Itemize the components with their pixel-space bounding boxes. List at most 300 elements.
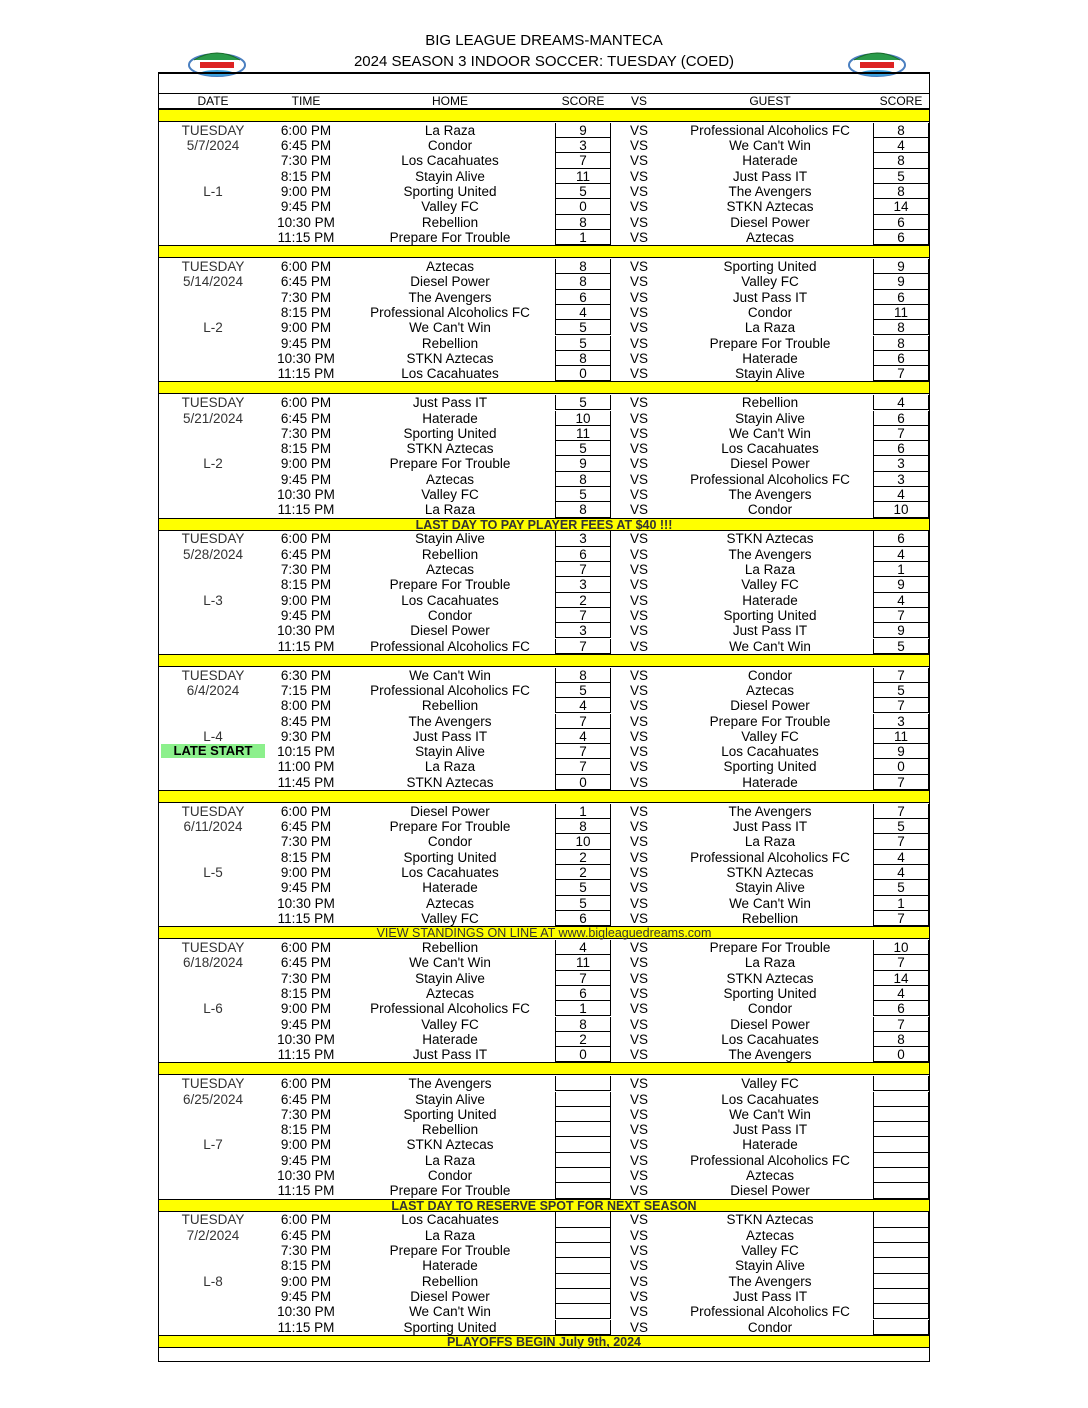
game-time: 11:15 PM [277,502,335,518]
guest-team: STKN Aztecas [726,970,814,986]
week-label: L-5 [203,865,223,880]
guest-team: Stayin Alive [735,410,805,426]
home-team: La Raza [424,502,476,518]
home-team: Los Cacahuates [401,865,499,880]
guest-team: We Can't Win [729,138,811,154]
game-time: 7:30 PM [280,970,332,986]
game-time: 6:45 PM [280,138,332,154]
vs-label: VS [629,259,648,274]
game-time: 6:45 PM [280,955,332,971]
guest-team: Prepare For Trouble [709,940,831,955]
guest-score [873,1243,929,1258]
guest-team: Los Cacahuates [721,1091,819,1107]
game-row [159,608,929,623]
home-score: 8 [555,1017,611,1032]
guest-score: 7 [873,668,929,683]
guest-team: Los Cacahuates [721,441,819,457]
week-day: TUESDAY [181,803,245,819]
home-score: 1 [555,230,611,245]
guest-score [873,1274,929,1289]
guest-team: Professional Alcoholics FC [690,1304,850,1320]
game-row [159,834,929,849]
vs-label: VS [629,759,648,775]
home-score [555,1137,611,1152]
home-score: 5 [555,683,611,698]
game-time: 6:45 PM [280,819,332,835]
vs-label: VS [629,122,648,138]
home-team: We Can't Win [409,955,491,971]
week-day: TUESDAY [181,259,245,274]
game-time: 7:30 PM [280,1106,332,1122]
vs-label: VS [629,880,648,896]
game-time: 9:45 PM [280,1152,332,1168]
vs-label: VS [629,834,648,850]
game-time: 8:15 PM [280,168,332,184]
game-time: 9:00 PM [280,184,332,199]
notice-band [159,654,929,667]
guest-score: 4 [873,986,929,1001]
game-row [159,850,929,865]
game-time: 9:45 PM [280,1288,332,1304]
game-row [159,1274,929,1289]
guest-team: Diesel Power [730,1183,810,1199]
home-score [555,1076,611,1091]
guest-score: 7 [873,955,929,970]
vs-label: VS [629,199,648,215]
guest-score: 5 [873,639,929,654]
game-row [159,336,929,351]
home-score: 4 [555,940,611,955]
game-row [159,775,929,790]
vs-label: VS [629,849,648,865]
game-row [159,411,929,426]
vs-label: VS [629,970,648,986]
home-score: 7 [555,153,611,168]
game-time: 10:30 PM [277,623,335,639]
guest-team: Haterade [742,1137,798,1153]
game-row [159,259,929,274]
week-label: L-3 [203,592,223,608]
notice-band [159,245,929,258]
home-score: 6 [555,986,611,1001]
game-row [159,274,929,289]
guest-team: STKN Aztecas [726,531,814,547]
home-score: 2 [555,593,611,608]
guest-team: The Avengers [728,1047,812,1063]
vs-label: VS [629,1304,648,1320]
guest-team: Professional Alcoholics FC [690,471,850,487]
vs-label: VS [629,1168,648,1183]
guest-score: 7 [873,804,929,819]
game-time: 9:45 PM [280,607,332,623]
game-time: 8:15 PM [280,1258,332,1274]
home-team: Diesel Power [410,1288,490,1304]
home-team: Diesel Power [410,803,490,819]
guest-team: The Avengers [728,546,812,562]
guest-team: Los Cacahuates [721,1031,819,1047]
home-score [555,1258,611,1273]
vs-label: VS [629,153,648,169]
week-date: 5/14/2024 [182,274,244,290]
home-score: 5 [555,395,611,410]
game-time: 8:15 PM [280,577,332,593]
week-day: TUESDAY [181,1212,245,1228]
vs-label: VS [629,1227,648,1243]
notice-band [159,381,929,394]
guest-score: 5 [873,683,929,698]
vs-label: VS [629,1001,648,1017]
week-day: TUESDAY [181,1076,245,1092]
home-team: Aztecas [425,895,475,911]
home-score: 8 [555,274,611,289]
guest-score: 8 [873,184,929,199]
vs-label: VS [629,865,648,880]
guest-team: Stayin Alive [735,366,805,382]
home-team: Prepare For Trouble [389,819,511,835]
game-time: 6:00 PM [280,259,332,274]
vs-label: VS [629,955,648,971]
home-score [555,1092,611,1107]
home-score [555,1243,611,1258]
game-time: 10:30 PM [277,1168,335,1183]
guest-team: Prepare For Trouble [709,713,831,729]
vs-label: VS [629,713,648,729]
vs-label: VS [629,1047,648,1063]
home-team: Just Pass IT [412,728,488,744]
guest-score: 5 [873,880,929,895]
guest-team: Diesel Power [730,214,810,230]
guest-team: We Can't Win [729,638,811,654]
game-row [159,562,929,577]
home-score: 2 [555,850,611,865]
game-row [159,819,929,834]
home-team: Valley FC [421,199,479,215]
home-score: 5 [555,336,611,351]
vs-label: VS [629,895,648,911]
game-row [159,593,929,608]
guest-score: 11 [873,305,929,320]
guest-score: 7 [873,698,929,713]
game-time: 9:45 PM [280,335,332,351]
game-row [159,911,929,926]
vs-label: VS [629,1137,648,1153]
vs-label: VS [629,1243,648,1258]
guest-score: 3 [873,714,929,729]
game-row [159,487,929,502]
guest-score: 6 [873,1001,929,1016]
home-team: Stayin Alive [415,531,485,547]
vs-label: VS [629,667,648,683]
game-row [159,138,929,153]
header-home-score: SCORE [561,94,605,108]
home-team: Stayin Alive [415,744,485,760]
guest-score: 7 [873,1017,929,1032]
vs-label: VS [629,985,648,1001]
home-team: Condor [427,138,473,154]
home-team: Sporting United [403,1106,497,1122]
home-score: 0 [555,775,611,790]
guest-score: 1 [873,562,929,577]
home-team: Rebellion [421,698,479,714]
game-row [159,1032,929,1047]
game-row [159,1047,929,1062]
game-time: 9:00 PM [280,1001,332,1017]
home-score: 3 [555,623,611,638]
guest-team: Haterade [742,350,798,366]
home-score [555,1228,611,1243]
home-team: STKN Aztecas [406,350,494,366]
home-team: We Can't Win [409,667,491,683]
guest-team: Sporting United [723,985,817,1001]
home-team: Stayin Alive [415,970,485,986]
home-team: Aztecas [425,471,475,487]
game-row [159,1320,929,1335]
home-score [555,1122,611,1137]
home-score [555,1274,611,1289]
guest-team: Valley FC [741,577,799,593]
guest-score: 6 [873,215,929,230]
game-time: 7:30 PM [280,153,332,169]
guest-team: We Can't Win [729,895,811,911]
vs-label: VS [629,1273,648,1289]
guest-score: 8 [873,1032,929,1047]
guest-team: Haterade [742,153,798,169]
guest-team: Just Pass IT [732,623,808,639]
home-score: 5 [555,184,611,199]
game-row [159,123,929,138]
home-score [555,1304,611,1319]
home-score: 8 [555,215,611,230]
home-score: 11 [555,426,611,441]
guest-score: 9 [873,623,929,638]
column-header-row [159,93,929,109]
guest-score: 6 [873,411,929,426]
game-row [159,441,929,456]
guest-team: Aztecas [745,682,795,698]
home-score [555,1153,611,1168]
game-time: 8:15 PM [280,985,332,1001]
home-score: 8 [555,668,611,683]
guest-team: Condor [747,502,793,518]
home-team: Rebellion [421,940,479,955]
guest-team: La Raza [744,320,796,336]
game-time: 9:45 PM [280,471,332,487]
home-team: Sporting United [403,1319,497,1335]
home-team: Rebellion [421,335,479,351]
header-date: DATE [197,94,229,108]
home-score: 8 [555,502,611,517]
game-time: 6:00 PM [280,531,332,547]
guest-score [873,1153,929,1168]
page-title: BIG LEAGUE DREAMS-MANTECA [425,32,663,49]
home-score: 4 [555,305,611,320]
guest-team: The Avengers [728,184,812,199]
home-team: STKN Aztecas [406,441,494,457]
game-row [159,1017,929,1032]
week-label: L-6 [203,1001,223,1017]
home-score [555,1183,611,1198]
home-team: Haterade [422,1031,478,1047]
guest-score: 7 [873,366,929,381]
game-row [159,1304,929,1319]
vs-label: VS [629,168,648,184]
guest-score: 7 [873,426,929,441]
home-team: STKN Aztecas [406,774,494,790]
home-score: 0 [555,366,611,381]
game-time: 11:15 PM [277,638,335,654]
game-row [159,759,929,774]
guest-team: Valley FC [741,1243,799,1258]
guest-score: 14 [873,199,929,214]
game-row [159,230,929,245]
game-time: 7:15 PM [280,682,332,698]
vs-label: VS [629,184,648,199]
game-row [159,395,929,410]
home-score: 5 [555,441,611,456]
game-row [159,683,929,698]
header-time: TIME [291,94,321,108]
vs-label: VS [629,425,648,441]
guest-score: 9 [873,274,929,289]
guest-team: Condor [747,1001,793,1017]
guest-team: Rebellion [741,910,799,926]
home-score: 3 [555,138,611,153]
vs-label: VS [629,1016,648,1032]
guest-team: Aztecas [745,1227,795,1243]
guest-team: Just Pass IT [732,1288,808,1304]
guest-score: 4 [873,593,929,608]
week-label: L-2 [203,320,223,336]
guest-team: Prepare For Trouble [709,335,831,351]
game-time: 6:45 PM [280,410,332,426]
guest-team: Condor [747,667,793,683]
home-score: 0 [555,199,611,214]
game-time: 7:30 PM [280,1243,332,1258]
home-team: Prepare For Trouble [389,1243,511,1258]
game-row [159,1183,929,1198]
game-time: 11:15 PM [277,366,335,382]
vs-label: VS [629,819,648,835]
guest-score [873,1258,929,1273]
notice-band: LAST DAY TO PAY PLAYER FEES AT $40 !!! [159,518,929,531]
guest-team: The Avengers [728,803,812,819]
game-row [159,1137,929,1152]
vs-label: VS [629,1319,648,1335]
game-time: 9:00 PM [280,865,332,880]
vs-label: VS [629,1212,648,1228]
home-score: 7 [555,562,611,577]
home-score: 11 [555,955,611,970]
guest-team: Condor [747,1319,793,1335]
guest-score: 4 [873,395,929,410]
guest-score: 4 [873,850,929,865]
guest-team: The Avengers [728,1273,812,1289]
guest-score: 8 [873,123,929,138]
notice-band [159,109,929,122]
guest-team: La Raza [744,955,796,971]
week-label: L-7 [203,1137,223,1153]
notice-band [159,790,929,803]
guest-score: 9 [873,577,929,592]
home-team: Diesel Power [410,274,490,290]
game-row [159,366,929,381]
home-score: 8 [555,351,611,366]
home-score: 7 [555,608,611,623]
game-time: 10:30 PM [277,350,335,366]
vs-label: VS [629,289,648,305]
game-row [159,623,929,638]
vs-label: VS [629,456,648,472]
guest-team: We Can't Win [729,1106,811,1122]
week-day: TUESDAY [181,531,245,547]
game-time: 10:30 PM [277,214,335,230]
guest-score [873,1304,929,1319]
home-team: Rebellion [421,214,479,230]
guest-score: 0 [873,1047,929,1062]
game-row [159,184,929,199]
game-row [159,153,929,168]
game-row [159,1076,929,1091]
guest-score: 4 [873,547,929,562]
vs-label: VS [629,940,648,955]
home-team: Los Cacahuates [401,1212,499,1228]
game-row [159,698,929,713]
guest-score: 8 [873,153,929,168]
game-row [159,865,929,880]
vs-label: VS [629,682,648,698]
home-team: Valley FC [421,1016,479,1032]
home-score: 11 [555,169,611,184]
game-time: 8:45 PM [280,713,332,729]
guest-team: STKN Aztecas [726,865,814,880]
home-team: Los Cacahuates [401,153,499,169]
home-score: 3 [555,577,611,592]
week-day: TUESDAY [181,122,245,138]
guest-team: Rebellion [741,395,799,411]
home-team: We Can't Win [409,1304,491,1320]
vs-label: VS [629,138,648,154]
home-score: 2 [555,1032,611,1047]
game-time: 9:00 PM [280,456,332,472]
vs-label: VS [629,910,648,926]
guest-score: 0 [873,759,929,774]
game-time: 11:45 PM [277,774,335,790]
vs-label: VS [629,546,648,562]
game-time: 6:45 PM [280,274,332,290]
home-score: 5 [555,320,611,335]
game-row [159,502,929,517]
home-team: The Avengers [408,1076,492,1092]
game-row [159,426,929,441]
home-team: Stayin Alive [415,1091,485,1107]
guest-score [873,1212,929,1227]
game-time: 6:45 PM [280,1227,332,1243]
game-row [159,547,929,562]
guest-score: 6 [873,441,929,456]
home-team: La Raza [424,759,476,775]
week-label: L-4 [203,728,223,744]
game-time: 8:15 PM [280,441,332,457]
game-time: 7:30 PM [280,834,332,850]
game-time: 6:00 PM [280,395,332,411]
home-team: Diesel Power [410,623,490,639]
guest-score: 7 [873,775,929,790]
home-team: Professional Alcoholics FC [370,1001,530,1017]
home-score: 10 [555,411,611,426]
vs-label: VS [629,1258,648,1274]
guest-score: 9 [873,744,929,759]
guest-team: Diesel Power [730,1016,810,1032]
